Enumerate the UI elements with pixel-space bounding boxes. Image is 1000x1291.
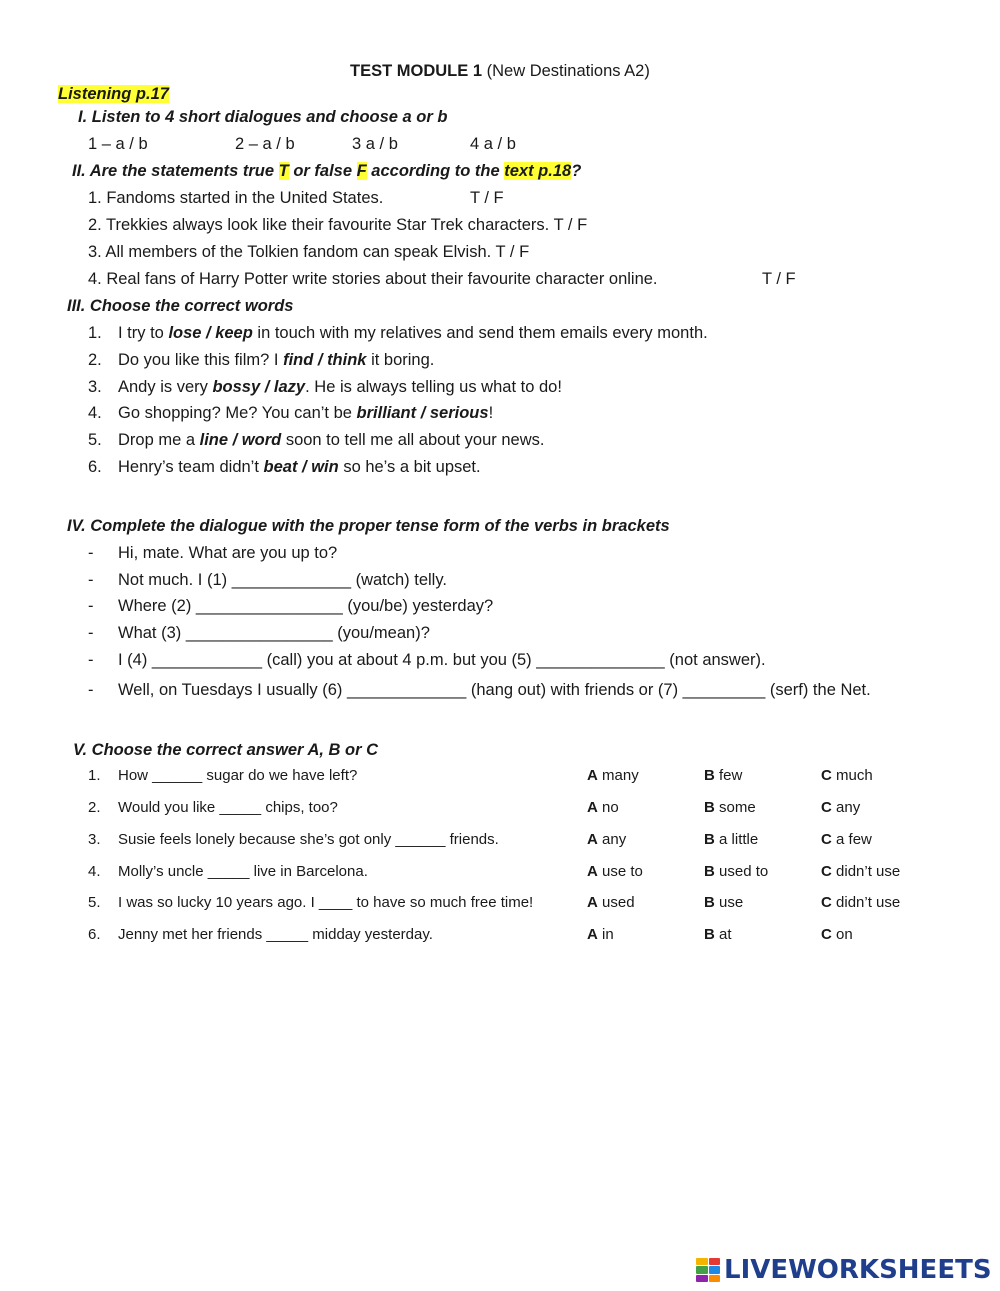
mc-option-b[interactable]: B few <box>704 767 743 784</box>
word-choice-option[interactable]: line / word <box>199 431 282 449</box>
liveworksheets-logo <box>696 1255 992 1285</box>
logo-text: LIVEWORKSHEETS <box>724 1255 992 1285</box>
mc-option-c[interactable]: C didn’t use <box>821 863 901 880</box>
logo-tile <box>709 1258 721 1265</box>
statement-2: 2. Trekkies always look like their favourite Star Trek characters. T / F <box>88 216 588 234</box>
logo-icon <box>696 1258 720 1282</box>
mc-question: 3. Susie feels lonely because she’s got only ______ friends. <box>88 831 499 848</box>
mc-question: 1. How ______ sugar do we have left? <box>88 767 358 784</box>
statement-4: 4. Real fans of Harry Potter write stories about their favourite character online. <box>88 270 658 288</box>
mc-option-c[interactable]: C a few <box>821 831 872 848</box>
mc-option-b[interactable]: B a little <box>704 831 759 848</box>
mc-option-c[interactable]: C much <box>821 767 873 784</box>
word-choice-item: 4. Go shopping? Me? You can’t be brilliant / serious! <box>88 404 494 422</box>
mc-question: 5. I was so lucky 10 years ago. I ____ to have so much free time! <box>88 894 534 911</box>
mc-option-c[interactable]: C any <box>821 799 861 816</box>
section2-heading: II. Are the statements true T or false F according to the text p.18? <box>72 162 582 180</box>
logo-tile <box>696 1275 708 1282</box>
logo-tile <box>709 1266 721 1273</box>
mc-option-b[interactable]: B used to <box>704 863 769 880</box>
mc-question: 4. Molly’s uncle _____ live in Barcelona. <box>88 863 368 880</box>
statement-3: 3. All members of the Tolkien fandom can speak Elvish. T / F <box>88 243 530 261</box>
word-choice-option[interactable]: brilliant / serious <box>356 404 489 422</box>
page-title: TEST MODULE 1 (New Destinations A2) <box>350 62 650 80</box>
dialogue-line[interactable]: - Where (2) ________________ (you/be) yesterday? <box>88 597 494 615</box>
true-false-option[interactable]: T / F <box>553 216 588 234</box>
mc-option-a[interactable]: A in <box>587 926 614 943</box>
section1-heading: I. Listen to 4 short dialogues and choose a or b <box>78 108 448 126</box>
section1-item: 3 a / b <box>352 135 398 153</box>
word-choice-item: 2. Do you like this film? I find / think it boring. <box>88 351 435 369</box>
dialogue-line[interactable]: - I (4) ____________ (call) you at about 4 p.m. but you (5) ______________ (not answer). <box>88 651 766 669</box>
mc-question: 6. Jenny met her friends _____ midday yesterday. <box>88 926 433 943</box>
section5-heading: V. Choose the correct answer A, B or C <box>73 741 379 759</box>
section3-heading: III. Choose the correct words <box>67 297 294 315</box>
section1-item: 1 – a / b <box>88 135 148 153</box>
word-choice-option[interactable]: beat / win <box>263 458 339 476</box>
dialogue-line[interactable]: - Well, on Tuesdays I usually (6) _____________ (hang out) with friends or (7) _________ (serf) the Net. <box>88 681 871 699</box>
word-choice-item: 1. I try to lose / keep in touch with my relatives and send them emails every month. <box>88 324 708 342</box>
dialogue-line[interactable]: - Not much. I (1) _____________ (watch) telly. <box>88 571 447 589</box>
true-false-option[interactable]: T / F <box>762 270 796 288</box>
mc-option-c[interactable]: C didn’t use <box>821 894 901 911</box>
word-choice-option[interactable]: find / think <box>283 351 367 369</box>
mc-option-b[interactable]: B at <box>704 926 732 943</box>
listening-label: Listening p.17 <box>58 85 169 103</box>
mc-option-c[interactable]: C on <box>821 926 853 943</box>
word-choice-item: 3. Andy is very bossy / lazy. He is always telling us what to do! <box>88 378 562 396</box>
word-choice-item: 6. Henry’s team didn’t beat / win so he’s a bit upset. <box>88 458 481 476</box>
mc-option-b[interactable]: B use <box>704 894 744 911</box>
true-false-option[interactable]: T / F <box>495 243 530 261</box>
mc-option-a[interactable]: A many <box>587 767 639 784</box>
section1-item: 2 – a / b <box>235 135 295 153</box>
logo-tile <box>709 1275 721 1282</box>
word-choice-option[interactable]: lose / keep <box>168 324 253 342</box>
mc-option-a[interactable]: A no <box>587 799 619 816</box>
section4-heading: IV. Complete the dialogue with the proper tense form of the verbs in brackets <box>67 517 670 535</box>
dialogue-line: - Hi, mate. What are you up to? <box>88 544 338 562</box>
word-choice-item: 5. Drop me a line / word soon to tell me all about your news. <box>88 431 545 449</box>
mc-option-a[interactable]: A used <box>587 894 635 911</box>
dialogue-line[interactable]: - What (3) ________________ (you/mean)? <box>88 624 430 642</box>
true-false-option[interactable]: T / F <box>470 189 504 207</box>
logo-tile <box>696 1258 708 1265</box>
mc-option-a[interactable]: A any <box>587 831 627 848</box>
statement-1: 1. Fandoms started in the United States. <box>88 189 384 207</box>
mc-question: 2. Would you like _____ chips, too? <box>88 799 338 816</box>
mc-option-a[interactable]: A use to <box>587 863 643 880</box>
mc-option-b[interactable]: B some <box>704 799 756 816</box>
logo-tile <box>696 1266 708 1273</box>
word-choice-option[interactable]: bossy / lazy <box>212 378 306 396</box>
section1-item: 4 a / b <box>470 135 516 153</box>
